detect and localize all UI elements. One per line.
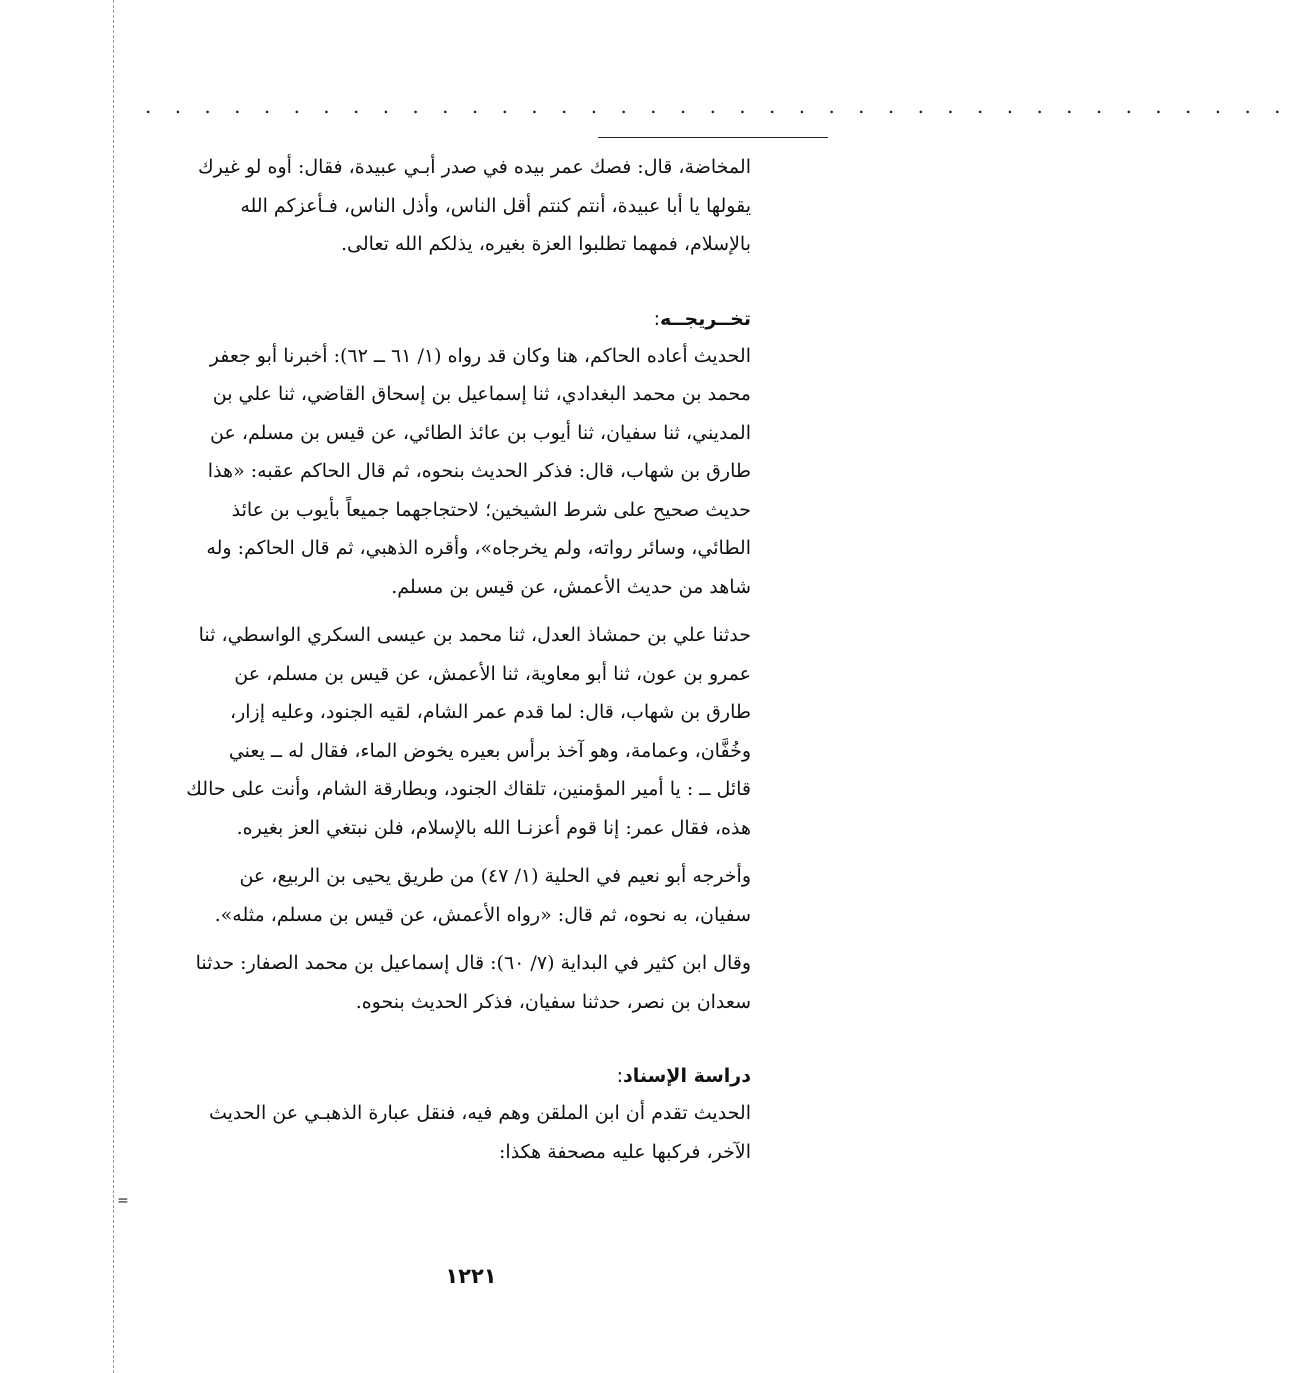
takhrij-paragraph-1 [143, 337, 751, 607]
text-line: المديني، ثنا سفيان، ثنا أيوب بن عائذ الطائي، عن قيس بن مسلم، عن [210, 421, 751, 444]
text-line: حديث صحيح على شرط الشيخين؛ لاحتجاجهما جميعاً بأيوب بن عائذ [231, 498, 751, 521]
heading-colon: : [653, 307, 661, 330]
takhrij-paragraph-3 [143, 857, 751, 934]
text-line: قائل ــ : يا أمير المؤمنين، تلقاك الجنود، وبطارقة الشام، وأنت على حالك [186, 778, 751, 800]
text-line: محمد بن محمد البغدادي، ثنا إسماعيل بن إسحاق القاضي، ثنا علي بن [212, 383, 751, 405]
text-line: وقال ابن كثير في البداية (٧/ ٦٠): قال إسماعيل بن محمد الصفار: حدثنا [195, 952, 751, 974]
takhrij-paragraph-4 [143, 944, 751, 1021]
text-line: وأخرجه أبو نعيم في الحلية (١/ ٤٧) من طريق يحيى بن الربيع، عن [239, 865, 751, 887]
text-line: حدثنا علي بن حمشاذ العدل، ثنا محمد بن عيسى السكري الواسطي، ثنا [198, 624, 751, 646]
text-line: سفيان، به نحوه، ثم قال: «رواه الأعمش، عن قيس بن مسلم، مثله». [214, 903, 751, 926]
heading-colon: : [616, 1065, 623, 1087]
isnad-heading [143, 1058, 751, 1094]
takhrij-paragraph-2 [143, 616, 751, 847]
margin-mark: = [117, 1193, 129, 1209]
footnote-rule [598, 137, 828, 138]
page-number: ١٢٢١ [445, 1264, 497, 1288]
margin-dashed-line [113, 0, 114, 1373]
text-line: بالإسلام، فمهما تطلبوا العزة بغيره، يذلكم الله تعالى. [340, 233, 751, 255]
text-line: عمرو بن عون، ثنا أبو معاوية، ثنا الأعمش، عن قيس بن مسلم، عن [234, 662, 751, 685]
isnad-heading-text: دراسة الإسناد [622, 1065, 751, 1087]
isnad-section [143, 1058, 751, 1171]
takhrij-heading [143, 301, 751, 337]
dotted-separator: . . . . . . . . . . . . . . . . . . . . . . . . . . . . . . . . . . . . . . . [145, 94, 1289, 118]
text-line: المخاضة، قال: فصك عمر بيده في صدر أبـي عبيدة، فقال: أوه لو غيرك [198, 156, 751, 178]
takhrij-section [143, 301, 751, 1022]
intro-paragraph [143, 148, 751, 264]
text-line: الطائي، وسائر رواته، ولم يخرجاه»، وأقره الذهبي، ثم قال الحاكم: وله [206, 537, 751, 559]
text-line: هذه، فقال عمر: إنا قوم أعزنـا الله بالإسلام، فلن نبتغي العز بغيره. [236, 816, 751, 839]
text-line: الحديث أعاده الحاكم، هنا وكان قد رواه (١/ ٦١ ــ ٦٢): أخبرنا أبو جعفر [209, 344, 751, 367]
takhrij-heading-text: تخــريجــه [660, 307, 751, 330]
text-line: يقولها يا أبا عبيدة، أنتم كنتم أقل الناس، وأذل الناس، فـأعزكم الله [240, 194, 751, 217]
text-line: سعدان بن نصر، حدثنا سفيان، فذكر الحديث بنحوه. [355, 990, 751, 1013]
text-line: طارق بن شهاب، قال: فذكر الحديث بنحوه، ثم قال الحاكم عقبه: «هذا [207, 460, 751, 482]
text-line: الآخر، فركبها عليه مصحفة هكذا: [499, 1140, 751, 1163]
text-line: شاهد من حديث الأعمش، عن قيس بن مسلم. [391, 575, 751, 598]
text-line: وخُفَّان، وعمامة، وهو آخذ برأس بعيره يخوض الماء، فقال له ــ يعني [228, 739, 751, 762]
page-body [143, 148, 751, 1171]
text-line: طارق بن شهاب، قال: لما قدم عمر الشام، لقيه الجنود، وعليه إزار، [229, 701, 751, 723]
text-line: الحديث تقدم أن ابن الملقن وهم فيه، فنقل عبارة الذهبـي عن الحديث [208, 1102, 751, 1124]
